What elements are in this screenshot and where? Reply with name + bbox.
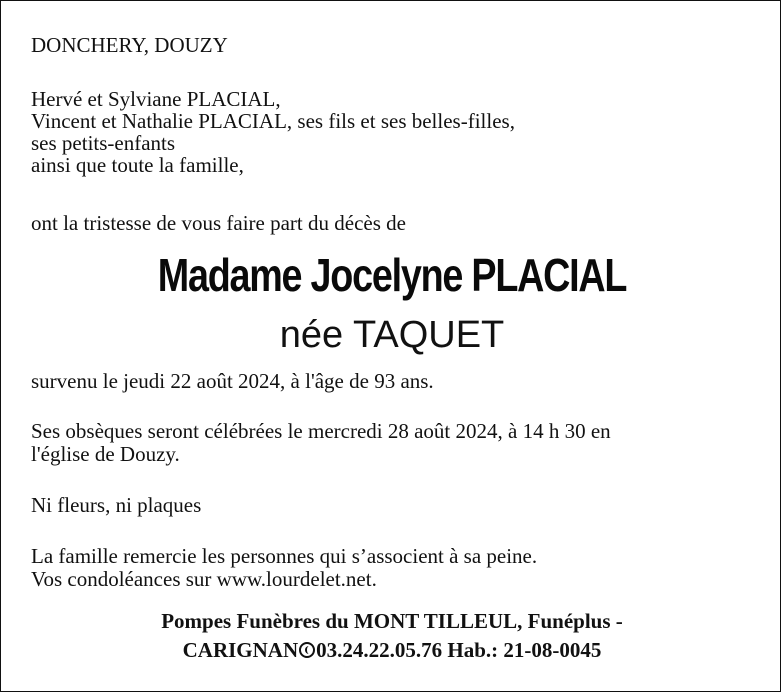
thanks-line-2: Vos condoléances sur www.lourdelet.net. [31, 567, 377, 591]
announcement-text: ont la tristesse de vous faire part du décès de [31, 211, 406, 235]
death-info: survenu le jeudi 22 août 2024, à l'âge de 93 ans. [31, 369, 434, 393]
funeral-line-2: l'église de Douzy. [31, 442, 180, 466]
funeral-line-1: Ses obsèques seront célébrées le mercredi 28 août 2024, à 14 h 30 en [31, 419, 611, 443]
flowers-note: Ni fleurs, ni plaques [31, 493, 202, 517]
phone-icon [299, 642, 315, 658]
family-line-3: ses petits-enfants [31, 131, 176, 155]
family-line-4: ainsi que toute la famille, [31, 153, 244, 177]
family-line-2: Vincent et Nathalie PLACIAL, ses fils et ses belles-filles, [31, 109, 515, 133]
funeral-home-city: CARIGNAN [182, 638, 299, 662]
family-line-1: Hervé et Sylviane PLACIAL, [31, 87, 281, 111]
deceased-name: Madame Jocelyne PLACIAL [157, 249, 627, 301]
thanks-line-1: La famille remercie les personnes qui s’associent à sa peine. [31, 544, 538, 568]
funeral-home-phone: 03.24.22.05.76 Hab.: 21-08-0045 [316, 638, 602, 662]
funeral-home-line-2 [0, 636, 784, 664]
funeral-home-line-1: Pompes Funèbres du MONT TILLEUL, Funéplus - [161, 609, 623, 633]
locations-header: DONCHERY, DOUZY [31, 33, 228, 57]
birth-name: née TAQUET [279, 314, 505, 356]
